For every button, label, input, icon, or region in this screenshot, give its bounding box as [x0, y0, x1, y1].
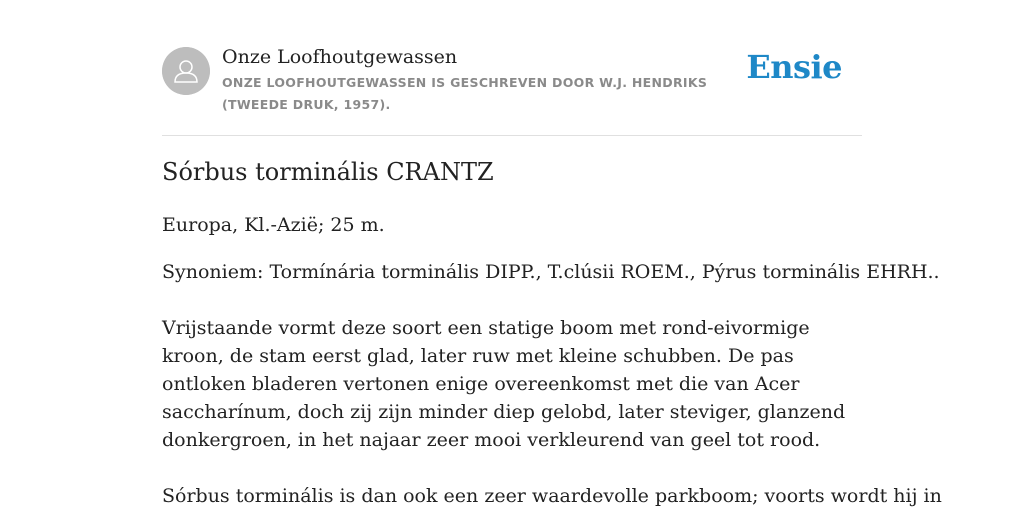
entry-title: Sórbus torminális CRANTZ	[162, 158, 494, 186]
source-description: ONZE LOOFHOUTGEWASSEN IS GESCHREVEN DOOR W.J. HENDRIKS (TWEEDE DRUK, 1957).	[222, 75, 708, 112]
entry-paragraph-origin: Europa, Kl.-Azië; 25 m.	[162, 214, 385, 236]
entry-paragraph-synonyms: Synoniem: Tormínária torminális DIPP., T.clúsii ROEM., Pýrus torminális EHRH..	[162, 261, 940, 283]
source-header	[162, 0, 862, 136]
page-container	[162, 0, 942, 507]
user-icon[interactable]	[162, 47, 210, 95]
entry-paragraph-description: Vrijstaande vormt deze soort een statige boom met rond-eivormige kroon, de stam eerst glad, later ruw met kleine schubben. De pas ontloken bladeren vertonen enige overeenkomst met die van Acer saccharínum, doch zij zijn minder diep gelobd, later steviger, glanzend donkergroen, in het najaar zeer mooi verkleurend van geel tot rood.	[162, 317, 846, 451]
source-title[interactable]: Onze Loofhoutgewassen	[222, 46, 458, 68]
brand-logo[interactable]: Ensie	[746, 48, 842, 86]
entry-paragraph-usage: Sórbus torminális is dan ook een zeer waardevolle parkboom; voorts wordt hij in	[162, 485, 942, 507]
